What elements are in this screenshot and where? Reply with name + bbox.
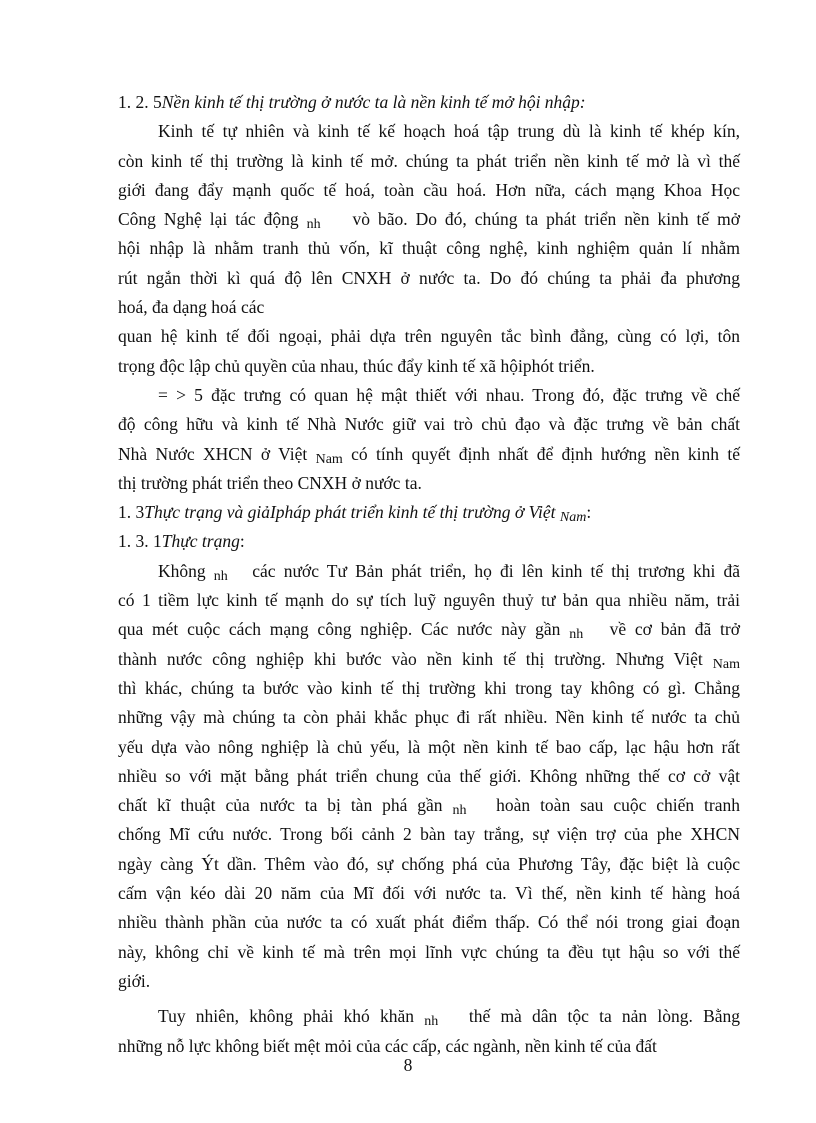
paragraph-line: cấm vận kéo dài 20 năm của Mĩ đối với nước ta. Vì thế, nền kinh tế hàng hoá <box>118 883 740 904</box>
paragraph-line: những nỗ lực không biết mệt mỏi của các cấp, các ngành, nền kinh tế của đất <box>118 1035 657 1056</box>
paragraph-line: này, không chỉ về kinh tế mà trên mọi lĩnh vực chúng ta đều tụt hậu so với thế <box>118 941 740 962</box>
paragraph-line: có 1 tiềm lực kinh tế mạnh do sự tích luỹ nguyên thuỷ tư bản qua nhiều năm, trải <box>118 590 740 611</box>
paragraph-line: ngày càng Ýt dần. Thêm vào đó, sự chống phá của Phương Tây, đặc biệt là cuộc <box>118 853 740 874</box>
heading-1-2-5: 1. 2. 5Nền kinh tế thị trường ở nước ta là nền kinh tế mở hội nhập: <box>118 92 586 112</box>
paragraph-line: chất kĩ thuật của nước ta bị tàn phá gần nh hoàn toàn sau cuộc chiến tranh <box>118 795 741 819</box>
page-number: 8 <box>403 1055 413 1075</box>
paragraph-line: thị trường phát triển theo CNXH ở nước ta. <box>118 472 422 493</box>
paragraph-line: còn kinh tế thị trường là kinh tế mở. chúng ta phát triển nền kinh tế mở là vì thế <box>118 150 740 171</box>
paragraph-line: nhiều thành phần của nước ta có xuất phát điểm thấp. Có thể nói trong giai đoạn <box>118 912 740 933</box>
paragraph-line: hội nhập là nhằm tranh thủ vốn, kĩ thuật công nghệ, kinh nghiệm quản lí nhằm <box>118 238 740 259</box>
document-body <box>118 88 740 1061</box>
heading-1-3: 1. 3Thực trạng và giảIpháp phát triển kinh tế thị trường ở Việt Nam: <box>118 502 592 526</box>
paragraph-line: qua mét cuộc cách mạng công nghiệp. Các nước này gần nh về cơ bản đã trở <box>118 619 741 643</box>
paragraph-line: Không nh các nước Tư Bản phát triển, họ đi lên kinh tế thị trương khi đã <box>158 560 741 584</box>
paragraph-line: trọng độc lập chủ quyền của nhau, thúc đẩy kinh tế xã hộiphót triển. <box>118 355 595 376</box>
paragraph-line: hoá, đa dạng hoá các <box>118 297 265 318</box>
paragraph-line: Nhà Nước XHCN ở Việt Nam có tính quyết định nhất để định hướng nền kinh tế <box>118 443 741 467</box>
paragraph-line: Tuy nhiên, không phải khó khăn nh thế mà dân tộc ta nản lòng. Bằng <box>158 1006 741 1030</box>
paragraph-line: giới đang đẩy mạnh quốc tế hoá, toàn cầu hoá. Hơn nữa, cách mạng Khoa Học <box>118 179 740 200</box>
paragraph-line: độ công hữu và kinh tế Nhà Nước giữ vai trò chủ đạo và đặc trưng về bản chất <box>118 414 740 435</box>
paragraph-line: thì khác, chúng ta bước vào kinh tế thị trường khi trong tay không có gì. Chẳng <box>118 677 740 698</box>
paragraph-line: quan hệ kinh tế đối ngoại, phải dựa trên nguyên tắc bình đẳng, cùng có lợi, tôn <box>118 326 740 347</box>
heading-1-3-1: 1. 3. 1Thực trạng: <box>118 531 245 552</box>
paragraph-line: giới. <box>118 970 151 991</box>
paragraph-line: yếu dựa vào nông nghiệp là chủ yếu, là một nền kinh tế bao cấp, lạc hậu hơn rất <box>118 736 740 757</box>
paragraph-line: Kinh tế tự nhiên và kinh tế kế hoạch hoá tập trung dù là kinh tế khép kín, <box>158 121 740 142</box>
paragraph-line: = > 5 đặc trưng có quan hệ mật thiết với nhau. Trong đó, đặc trưng về chế <box>158 384 740 405</box>
paragraph-line: rút ngắn thời kì quá độ lên CNXH ở nước ta. Do đó chúng ta phải đa phương <box>118 267 740 288</box>
paragraph-line: chống Mĩ cứu nước. Trong bối cảnh 2 bàn tay trắng, sự viện trợ của phe XHCN <box>118 824 740 845</box>
paragraph-line: nhiều so với mặt bằng phát triển chung của thế giới. Không những thế cơ cở vật <box>118 765 740 786</box>
paragraph-line: Công Nghệ lại tác động nh vò bão. Do đó, chúng ta phát triển nền kinh tế mở <box>118 209 741 233</box>
paragraph-line: thành nước công nghiệp khi bước vào nền kinh tế thị trường. Nhưng Việt Nam <box>118 648 740 672</box>
paragraph-line: những vậy mà chúng ta còn phải khắc phục đi rất nhiều. Nền kinh tế nước ta chủ <box>118 707 740 728</box>
